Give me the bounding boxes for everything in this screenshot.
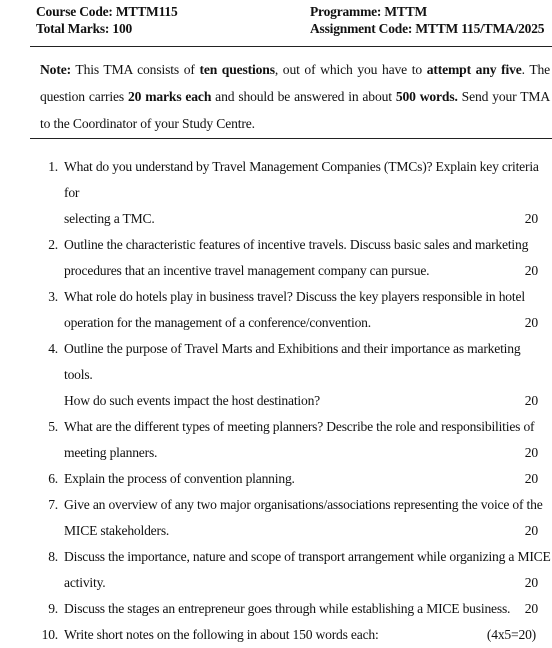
question-marks: 20 xyxy=(524,445,538,460)
question-number: 10. xyxy=(41,627,58,642)
question-text: Discuss the importance, nature and scope of transport arrangement while organizing a MICE xyxy=(64,549,551,564)
question-marks: 20 xyxy=(524,393,538,408)
question-marks: 20 xyxy=(524,211,538,226)
note-text-4: and should be answered in about xyxy=(211,89,396,104)
question-item xyxy=(36,544,552,596)
note-bold-3: 20 marks each xyxy=(127,89,212,104)
note-text-5: Send your TMA to the Coordinator of your Study Centre. xyxy=(40,89,550,131)
question-number: 2. xyxy=(48,237,58,252)
question-number: 7. xyxy=(48,497,58,512)
total-marks: Total Marks: 100 xyxy=(36,21,133,36)
question-marks: 20 xyxy=(524,575,538,590)
question-marks: (4x5=20) xyxy=(486,627,536,642)
question-item xyxy=(36,622,552,648)
note-text-2: , out of which you have to xyxy=(274,62,427,77)
header-left xyxy=(36,3,178,37)
question-text: What role do hotels play in business travel? Discuss the key players responsible in hotel xyxy=(64,289,525,304)
question-text: Give an overview of any two major organisations/associations representing the voice of the xyxy=(64,497,543,512)
question-text: What are the different types of meeting planners? Describe the role and responsibilities of xyxy=(64,419,535,434)
question-text: What do you understand by Travel Management Companies (TMCs)? Explain key criteria for xyxy=(64,159,539,200)
question-text: operation for the management of a conference/convention. xyxy=(64,315,371,330)
question-number: 6. xyxy=(48,471,58,486)
question-text: MICE stakeholders. xyxy=(64,523,170,538)
question-item xyxy=(36,414,552,466)
bottom-divider xyxy=(30,138,552,139)
question-marks: 20 xyxy=(524,315,538,330)
question-number: 5. xyxy=(48,419,58,434)
question-item xyxy=(36,154,552,232)
note-text-3: . The question carries xyxy=(40,62,550,104)
note-bold-4: 500 words. xyxy=(395,89,458,104)
top-divider xyxy=(30,46,552,47)
question-text: selecting a TMC. xyxy=(64,211,155,226)
question-number: 8. xyxy=(48,549,58,564)
question-number: 3. xyxy=(48,289,58,304)
course-code: Course Code: MTTM115 xyxy=(36,4,178,19)
note-bold-2: attempt any five xyxy=(426,62,522,77)
question-number: 1. xyxy=(48,159,58,174)
question-marks: 20 xyxy=(524,263,538,278)
document-header xyxy=(36,3,552,39)
question-marks: 20 xyxy=(524,601,538,616)
note-label: Note: xyxy=(40,62,71,77)
question-number: 9. xyxy=(48,601,58,616)
programme: Programme: MTTM xyxy=(310,4,428,19)
question-text: Discuss the stages an entrepreneur goes through while establishing a MICE business. xyxy=(64,601,511,616)
note-bold-1: ten questions xyxy=(199,62,275,77)
question-marks: 20 xyxy=(524,471,538,486)
question-item xyxy=(36,284,552,336)
question-text: activity. xyxy=(64,575,106,590)
question-text: meeting planners. xyxy=(64,445,158,460)
question-number: 4. xyxy=(48,341,58,356)
question-text: procedures that an incentive travel management company can pursue. xyxy=(64,263,430,278)
question-text: How do such events impact the host destination? xyxy=(64,393,321,408)
question-text: Outline the characteristic features of incentive travels. Discuss basic sales and marketing xyxy=(64,237,529,252)
question-text: Outline the purpose of Travel Marts and Exhibitions and their importance as marketing tools. xyxy=(64,341,521,382)
question-text: Explain the process of convention planning. xyxy=(64,471,295,486)
header-right xyxy=(310,3,544,37)
question-item xyxy=(36,492,552,544)
question-item xyxy=(36,336,552,414)
question-item xyxy=(36,466,552,492)
question-item xyxy=(36,232,552,284)
question-marks: 20 xyxy=(524,523,538,538)
question-list xyxy=(36,154,552,648)
question-text: Write short notes on the following in about 150 words each: xyxy=(64,627,379,642)
instructions-note xyxy=(40,56,550,137)
assignment-code: Assignment Code: MTTM 115/TMA/2025 xyxy=(310,21,545,36)
note-text-1: This TMA consists of xyxy=(70,62,200,77)
